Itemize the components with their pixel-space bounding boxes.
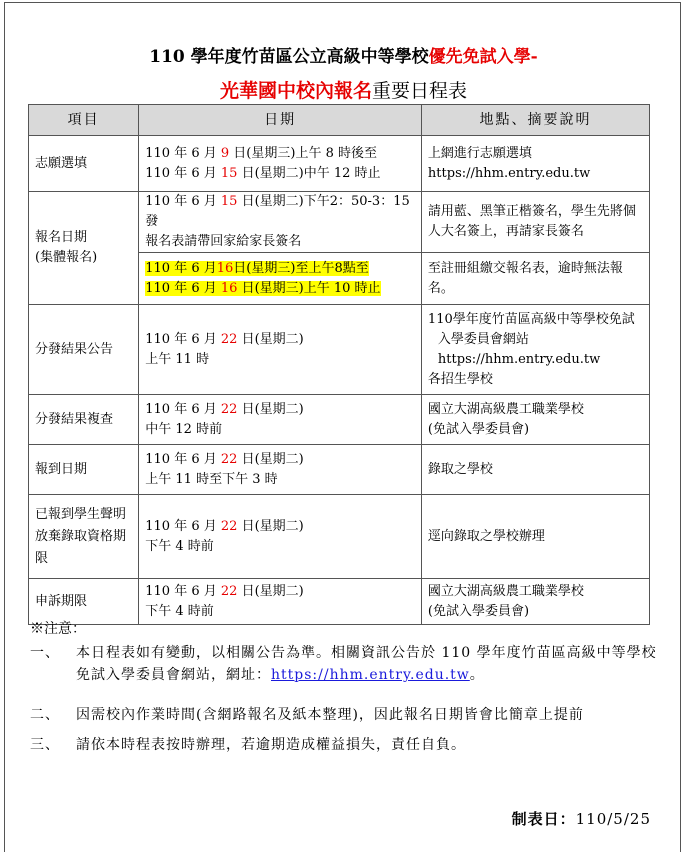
- table-row: [29, 192, 650, 253]
- date-line-highlighted: 110 年 6 月16日(星期三)至上午8點至: [145, 260, 369, 276]
- subtitle-rest: 重要日程表: [372, 80, 468, 102]
- notes-heading: ※注意：: [30, 621, 86, 637]
- note-cell: 上網進行志願選填 https://hhm.entry.edu.tw: [421, 136, 649, 192]
- note-cell: 逕向錄取之學校辦理: [421, 495, 649, 579]
- date-cell: [139, 136, 422, 192]
- date-line: 上午 11 時: [145, 351, 210, 367]
- date-line: 報名表請帶回家給家長簽名: [145, 234, 302, 249]
- note-cell: 110學年度竹苗區高級中等學校免試 入學委員會網站 https://hhm.entry.edu.tw 各招生學校: [421, 305, 649, 395]
- date-line: 110 年 6 月 15 日(星期二)下午2：50-3：15發: [145, 194, 410, 229]
- date-line: 下午 4 時前: [145, 603, 214, 619]
- note-item: 二、 因需校內作業時間(含網路報名及紙本整理)，因此報名日期皆會比簡章上提前: [30, 707, 584, 723]
- table-row: [29, 305, 650, 395]
- website-link[interactable]: https://hhm.entry.edu.tw: [437, 351, 601, 367]
- date-cell: [139, 395, 422, 445]
- note-cell: 錄取之學校: [421, 445, 649, 495]
- note-cell: 至註冊組繳交報名表，逾時無法報 名。: [421, 253, 649, 305]
- date-line: 110 年 6 月 22 日(星期二): [145, 401, 304, 417]
- table-row: [29, 495, 650, 579]
- column-header-date: 日期: [139, 105, 422, 136]
- date-line: 下午 4 時前: [145, 538, 214, 554]
- footer-date: 110/5/25: [575, 810, 651, 828]
- document-title: [0, 42, 687, 67]
- title-prefix: 110 學年度竹苗區公立高級中等學校: [149, 47, 429, 67]
- table-row: [29, 445, 650, 495]
- note-item: 三、 請依本時程表按時辦理，若逾期造成權益損失，責任自負。: [30, 737, 466, 753]
- table-row: [29, 136, 650, 192]
- item-cell: 申訴期限: [29, 579, 139, 625]
- item-cell: 報名日期 (集體報名): [29, 192, 139, 305]
- note-item: 一、 本日程表如有變動，以相關公告為準。相關資訊公告於 110 學年度竹苗區高級中等學校免試入學委員會網站，網址：https://hhm.entry.edu.tw。: [30, 645, 657, 683]
- table-header-row: [29, 105, 650, 136]
- date-line: 110 年 6 月 9 日(星期三)上午 8 時後至: [145, 145, 377, 161]
- date-cell: [139, 192, 422, 253]
- column-header-item: 項目: [29, 105, 139, 136]
- note-cell: 請用藍、黑筆正楷簽名，學生先將個 人大名簽上，再請家長簽名: [421, 192, 649, 253]
- date-cell: [139, 445, 422, 495]
- date-cell: [139, 253, 422, 305]
- date-cell: [139, 305, 422, 395]
- date-line-highlighted: 110 年 6 月 16 日(星期三)上午 10 時止: [145, 280, 381, 296]
- item-cell: 已報到學生聲明 放棄錄取資格期 限: [29, 495, 139, 579]
- item-cell: 志願選填: [29, 136, 139, 192]
- title-red-part: 優先免試入學-: [428, 47, 538, 67]
- subtitle-red-part: 光華國中校內報名: [219, 80, 372, 102]
- item-cell: 分發結果公告: [29, 305, 139, 395]
- footer-label: 制表日：: [511, 810, 576, 828]
- notes-section: [30, 618, 670, 756]
- date-line: 110 年 6 月 22 日(星期二): [145, 583, 304, 599]
- note-cell: 國立大湖高級農工職業學校 (免試入學委員會): [421, 395, 649, 445]
- date-line: 110 年 6 月 22 日(星期二): [145, 331, 304, 347]
- column-header-note: 地點、摘要說明: [421, 105, 649, 136]
- item-cell: 報到日期: [29, 445, 139, 495]
- document-date: [512, 808, 651, 829]
- date-line: 110 年 6 月 15 日(星期二)中午 12 時止: [145, 165, 381, 181]
- note-cell: 國立大湖高級農工職業學校 (免試入學委員會): [421, 579, 649, 625]
- schedule-table: [28, 104, 650, 625]
- website-link[interactable]: https://hhm.entry.edu.tw: [271, 667, 470, 683]
- document-subtitle: [0, 76, 687, 103]
- date-line: 110 年 6 月 22 日(星期二): [145, 518, 304, 534]
- table-row: [29, 395, 650, 445]
- item-cell: 分發結果複查: [29, 395, 139, 445]
- date-line: 110 年 6 月 22 日(星期二): [145, 451, 304, 467]
- date-line: 上午 11 時至下午 3 時: [145, 471, 278, 487]
- date-line: 中午 12 時前: [145, 421, 223, 437]
- date-cell: [139, 495, 422, 579]
